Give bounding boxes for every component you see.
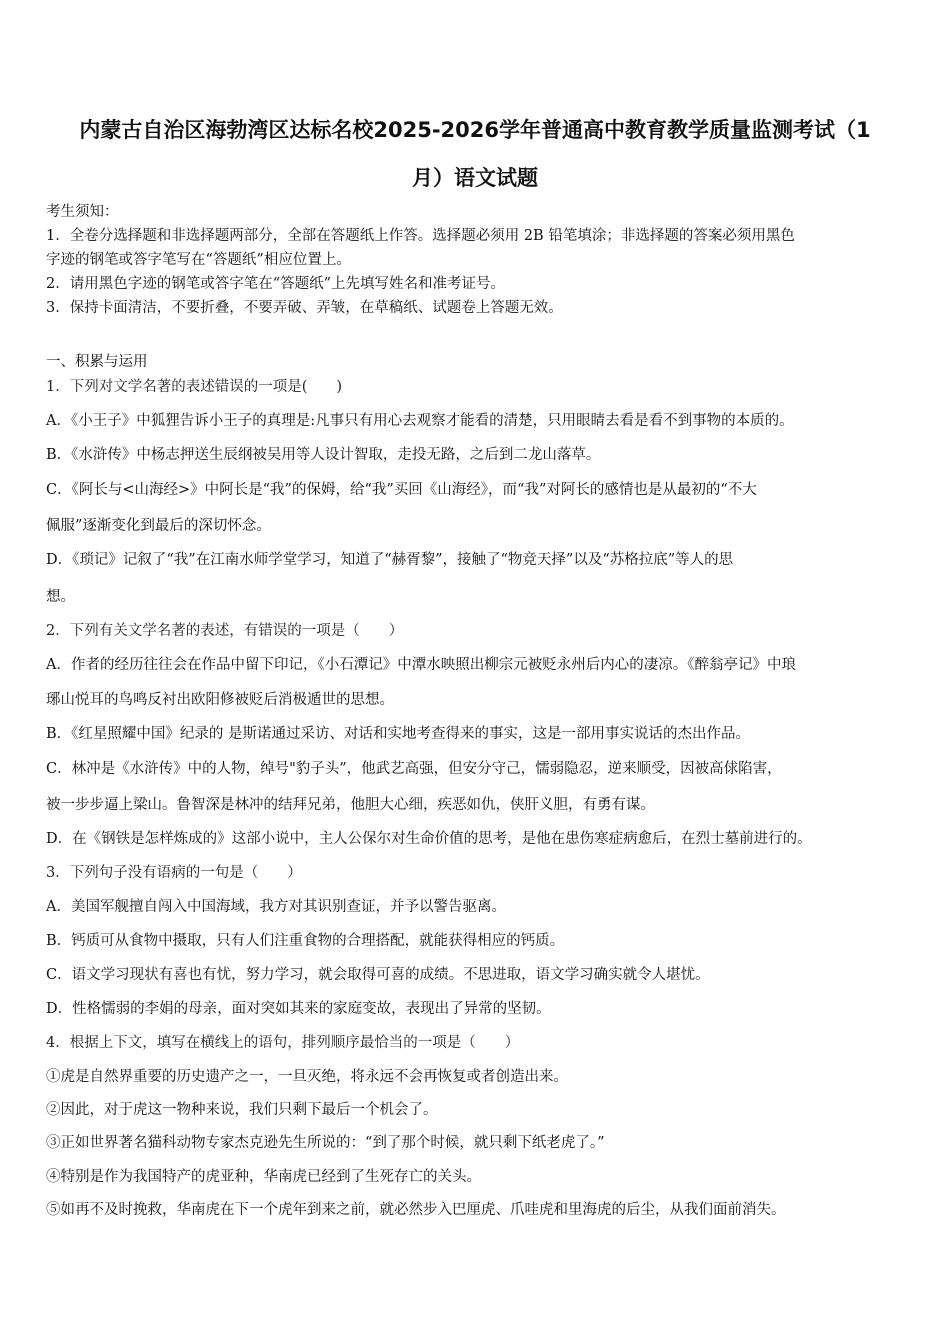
question-1-option-c-cont: 佩服”逐渐变化到最后的深切怀念。 bbox=[46, 518, 271, 534]
exam-notice bbox=[46, 200, 916, 320]
notice-line: 2．请用黑色字迹的钢笔或答字笔在“答题纸”上先填写姓名和准考证号。 bbox=[46, 276, 506, 292]
question-3-option-d: D．性格懦弱的李娟的母亲，面对突如其来的家庭变故，表现出了异常的坚韧。 bbox=[46, 1001, 551, 1017]
question-2-option-b: B．《红星照耀中国》纪录的 是斯诺通过采访、对话和实地考查得来的事实，这是一部用事实说话的杰出作品。 bbox=[46, 726, 751, 742]
question-3-option-c: C．语文学习现状有喜也有忧，努力学习，就会取得可喜的成绩。不思进取，语文学习确实就令人堪忧。 bbox=[46, 967, 710, 983]
question-2-option-a-cont: 琊山悦耳的鸟鸣反衬出欧阳修被贬后消极遁世的思想。 bbox=[46, 692, 394, 708]
question-4-sentence-3: ③正如世界著名猫科动物专家杰克逊先生所说的：“到了那个时候，就只剩下纸老虎了。” bbox=[46, 1135, 605, 1151]
notice-line: 字迹的钢笔或答字笔写在“答题纸”相应位置上。 bbox=[46, 252, 351, 268]
section-heading: 一、积累与运用 bbox=[46, 354, 148, 370]
question-3-option-a: A．美国军舰擅自闯入中国海域，我方对其识别查证，并予以警告驱离。 bbox=[46, 899, 506, 915]
question-4-sentence-4: ④特别是作为我国特产的虎亚种，华南虎已经到了生死存亡的关头。 bbox=[46, 1169, 481, 1185]
notice-line: 3．保持卡面清洁，不要折叠，不要弄破、弄皱，在草稿纸、试题卷上答题无效。 bbox=[46, 300, 563, 316]
notice-line: 1．全卷分选择题和非选择题两部分，全部在答题纸上作答。选择题必须用 2B 铅笔填涂；非选择题的答案必须用黑色 bbox=[46, 228, 795, 244]
question-4-sentence-5: ⑤如再不及时挽救，华南虎在下一个虎年到来之前，就必然步入巴厘虎、爪哇虎和里海虎的后尘，从我们面前消失。 bbox=[46, 1202, 786, 1218]
question-4-sentence-2: ②因此，对于虎这一物种来说，我们只剩下最后一个机会了。 bbox=[46, 1102, 438, 1118]
exam-title-line-2: 月）语文试题 bbox=[412, 166, 538, 190]
question-1-option-b: B．《水浒传》中杨志押送生辰纲被吴用等人设计智取，走投无路，之后到二龙山落草。 bbox=[46, 447, 601, 463]
notice-heading: 考生须知： bbox=[46, 204, 119, 220]
question-2-stem: 2．下列有关文学名著的表述，有错误的一项是（ ） bbox=[46, 623, 404, 639]
question-4-sentence-1: ①虎是自然界重要的历史遗产之一，一旦灭绝，将永远不会再恢复或者创造出来。 bbox=[46, 1069, 568, 1085]
question-1-option-a: A．《小王子》中狐狸告诉小王子的真理是:凡事只有用心去观察才能看的清楚，只用眼睛去看是看不到事物的本质的。 bbox=[46, 413, 794, 429]
question-1-option-d: D．《琐记》记叙了“我”在江南水师学堂学习，知道了“赫胥黎”，接触了“物竞天择”以及“苏格拉底”等人的思 bbox=[46, 552, 734, 568]
question-2-option-d: D．在《钢铁是怎样炼成的》这部小说中，主人公保尔对生命价值的思考，是他在患伤寒症病愈后，在烈士墓前进行的。 bbox=[46, 831, 812, 847]
question-2-option-c: C．林冲是《水浒传》中的人物，绰号"豹子头”，他武艺高强，但安分守己，懦弱隐忍，逆来顺受，因被高俅陷害， bbox=[46, 761, 782, 777]
question-3-stem: 3．下列句子没有语病的一句是（ ） bbox=[46, 865, 302, 881]
question-1-stem: 1．下列对文学名著的表述错误的一项是( ) bbox=[46, 379, 343, 395]
question-4-stem: 4．根据上下文，填写在横线上的语句，排列顺序最恰当的一项是（ ） bbox=[46, 1035, 520, 1051]
question-2-option-a: A．作者的经历往往会在作品中留下印记，《小石潭记》中潭水映照出柳宗元被贬永州后内心的凄凉。《醉翁亭记》中琅 bbox=[46, 657, 796, 673]
exam-title-line-1: 内蒙古自治区海勃湾区达标名校2025-2026学年普通高中教育教学质量监测考试（1 bbox=[79, 118, 871, 142]
question-2-option-c-cont: 被一步步逼上梁山。鲁智深是林冲的结拜兄弟，他胆大心细，疾恶如仇，侠肝义胆，有勇有谋。 bbox=[46, 797, 655, 813]
question-1-option-c: C．《阿长与<山海经>》中阿长是“我”的保姆，给“我”买回《山海经》，而“我”对阿长的感情也是从最初的“不大 bbox=[46, 482, 757, 498]
question-1-option-d-cont: 想。 bbox=[46, 589, 75, 605]
question-3-option-b: B．钙质可从食物中摄取，只有人们注重食物的合理搭配，就能获得相应的钙质。 bbox=[46, 933, 565, 949]
